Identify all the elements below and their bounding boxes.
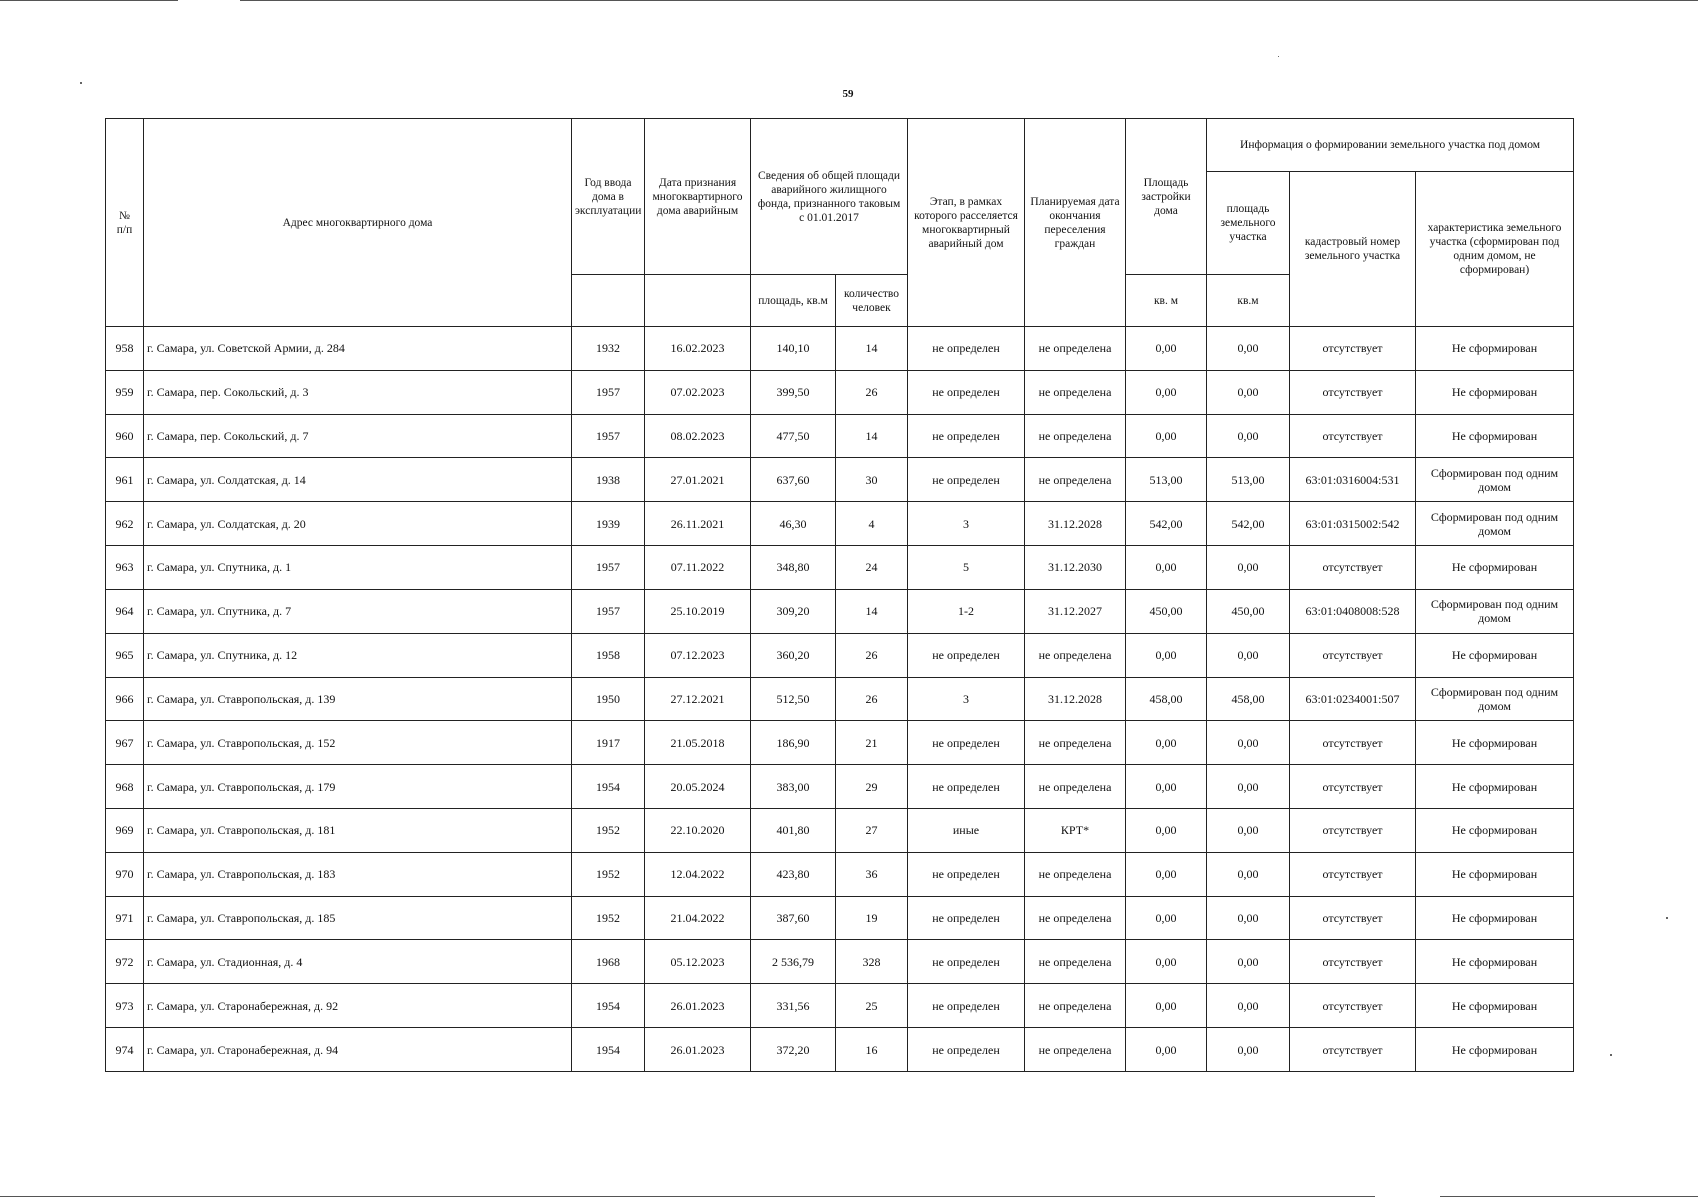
- row-land-area: 0,00: [1207, 984, 1290, 1028]
- row-recognition-date: 26.01.2023: [645, 984, 751, 1028]
- row-year: 1952: [572, 852, 645, 896]
- row-number: 966: [106, 677, 144, 721]
- row-people: 30: [836, 458, 908, 502]
- scan-speck: [1278, 56, 1279, 57]
- row-land-area: 0,00: [1207, 721, 1290, 765]
- row-building-area: 0,00: [1126, 546, 1207, 590]
- row-stage: не определен: [908, 896, 1025, 940]
- row-number: 969: [106, 808, 144, 852]
- row-area: 512,50: [751, 677, 836, 721]
- header-year-empty: [572, 275, 645, 327]
- row-stage: 3: [908, 502, 1025, 546]
- row-recognition-date: 21.04.2022: [645, 896, 751, 940]
- table-row: [106, 852, 1574, 896]
- table-row: [106, 721, 1574, 765]
- row-address: г. Самара, ул. Ставропольская, д. 179: [144, 765, 572, 809]
- row-people: 4: [836, 502, 908, 546]
- row-area: 399,50: [751, 370, 836, 414]
- row-year: 1939: [572, 502, 645, 546]
- row-year: 1968: [572, 940, 645, 984]
- row-area: 387,60: [751, 896, 836, 940]
- row-address: г. Самара, ул. Солдатская, д. 14: [144, 458, 572, 502]
- scan-bottom-line-right: [1440, 1196, 1698, 1197]
- row-number: 959: [106, 370, 144, 414]
- row-land-area: 0,00: [1207, 633, 1290, 677]
- row-area: 360,20: [751, 633, 836, 677]
- row-number: 961: [106, 458, 144, 502]
- row-cadastral: отсутствует: [1290, 984, 1416, 1028]
- row-address: г. Самара, ул. Старонабережная, д. 92: [144, 984, 572, 1028]
- row-land-characteristic: Не сформирован: [1416, 940, 1574, 984]
- row-recognition-date: 12.04.2022: [645, 852, 751, 896]
- row-number: 971: [106, 896, 144, 940]
- table-row: [106, 502, 1574, 546]
- header-address: Адрес многоквартирного дома: [144, 119, 572, 327]
- row-number: 958: [106, 327, 144, 371]
- row-address: г. Самара, ул. Ставропольская, д. 185: [144, 896, 572, 940]
- row-land-area: 0,00: [1207, 370, 1290, 414]
- row-planned-date: не определена: [1025, 940, 1126, 984]
- row-recognition-date: 20.05.2024: [645, 765, 751, 809]
- page-number: 59: [842, 88, 854, 100]
- row-area: 477,50: [751, 414, 836, 458]
- row-number: 972: [106, 940, 144, 984]
- row-stage: не определен: [908, 984, 1025, 1028]
- row-land-characteristic: Не сформирован: [1416, 546, 1574, 590]
- row-planned-date: не определена: [1025, 765, 1126, 809]
- row-number: 964: [106, 589, 144, 633]
- row-land-characteristic: Не сформирован: [1416, 765, 1574, 809]
- header-land-characteristic: характеристика земельного участка (сформирован под одним домом, не сформирован): [1416, 172, 1574, 327]
- row-planned-date: не определена: [1025, 633, 1126, 677]
- row-cadastral: отсутствует: [1290, 370, 1416, 414]
- header-planned-date: Планируемая дата окончания переселения граждан: [1025, 119, 1126, 327]
- row-planned-date: не определена: [1025, 896, 1126, 940]
- row-land-characteristic: Сформирован под одним домом: [1416, 589, 1574, 633]
- table-row: [106, 896, 1574, 940]
- row-address: г. Самара, ул. Спутника, д. 1: [144, 546, 572, 590]
- row-number: 965: [106, 633, 144, 677]
- row-area: 372,20: [751, 1028, 836, 1072]
- row-cadastral: 63:01:0408008:528: [1290, 589, 1416, 633]
- row-cadastral: отсутствует: [1290, 1028, 1416, 1072]
- table-body: [106, 327, 1574, 1072]
- row-recognition-date: 16.02.2023: [645, 327, 751, 371]
- row-land-characteristic: Не сформирован: [1416, 721, 1574, 765]
- scan-top-line-left: [0, 0, 178, 1]
- row-area: 331,56: [751, 984, 836, 1028]
- row-planned-date: не определена: [1025, 984, 1126, 1028]
- row-planned-date: не определена: [1025, 327, 1126, 371]
- row-people: 21: [836, 721, 908, 765]
- table-row: [106, 546, 1574, 590]
- row-stage: 5: [908, 546, 1025, 590]
- row-area: 309,20: [751, 589, 836, 633]
- row-land-area: 0,00: [1207, 327, 1290, 371]
- row-land-characteristic: Не сформирован: [1416, 896, 1574, 940]
- row-people: 29: [836, 765, 908, 809]
- row-year: 1952: [572, 896, 645, 940]
- row-recognition-date: 07.02.2023: [645, 370, 751, 414]
- row-people: 14: [836, 589, 908, 633]
- row-planned-date: 31.12.2028: [1025, 502, 1126, 546]
- row-building-area: 0,00: [1126, 765, 1207, 809]
- row-land-characteristic: Сформирован под одним домом: [1416, 502, 1574, 546]
- row-land-area: 0,00: [1207, 940, 1290, 984]
- row-recognition-date: 07.12.2023: [645, 633, 751, 677]
- row-address: г. Самара, ул. Спутника, д. 12: [144, 633, 572, 677]
- row-address: г. Самара, ул. Солдатская, д. 20: [144, 502, 572, 546]
- row-building-area: 0,00: [1126, 984, 1207, 1028]
- row-people: 26: [836, 370, 908, 414]
- row-cadastral: отсутствует: [1290, 327, 1416, 371]
- header-land-area: площадь земельного участка: [1207, 172, 1290, 275]
- row-cadastral: 63:01:0316004:531: [1290, 458, 1416, 502]
- row-cadastral: отсутствует: [1290, 940, 1416, 984]
- row-people: 26: [836, 633, 908, 677]
- row-land-characteristic: Не сформирован: [1416, 852, 1574, 896]
- row-area: 186,90: [751, 721, 836, 765]
- row-number: 962: [106, 502, 144, 546]
- row-building-area: 0,00: [1126, 414, 1207, 458]
- table-row: [106, 984, 1574, 1028]
- row-cadastral: отсутствует: [1290, 852, 1416, 896]
- row-number: 967: [106, 721, 144, 765]
- row-people: 16: [836, 1028, 908, 1072]
- row-cadastral: 63:01:0315002:542: [1290, 502, 1416, 546]
- row-building-area: 0,00: [1126, 896, 1207, 940]
- row-people: 328: [836, 940, 908, 984]
- row-land-characteristic: Сформирован под одним домом: [1416, 458, 1574, 502]
- row-building-area: 450,00: [1126, 589, 1207, 633]
- scan-speck: [1610, 1054, 1612, 1056]
- row-stage: не определен: [908, 852, 1025, 896]
- row-recognition-date: 27.12.2021: [645, 677, 751, 721]
- row-planned-date: не определена: [1025, 721, 1126, 765]
- header-stage: Этап, в рамках которого расселяется многоквартирный аварийный дом: [908, 119, 1025, 327]
- row-stage: иные: [908, 808, 1025, 852]
- row-planned-date: КРТ*: [1025, 808, 1126, 852]
- row-address: г. Самара, ул. Старонабережная, д. 94: [144, 1028, 572, 1072]
- row-year: 1954: [572, 1028, 645, 1072]
- row-building-area: 0,00: [1126, 852, 1207, 896]
- row-year: 1957: [572, 546, 645, 590]
- row-planned-date: 31.12.2028: [1025, 677, 1126, 721]
- row-area: 383,00: [751, 765, 836, 809]
- header-building-area-unit: кв. м: [1126, 275, 1207, 327]
- row-year: 1950: [572, 677, 645, 721]
- header-building-area: Площадь застройки дома: [1126, 119, 1207, 275]
- row-recognition-date: 26.11.2021: [645, 502, 751, 546]
- scan-speck: [80, 82, 82, 84]
- row-address: г. Самара, ул. Ставропольская, д. 183: [144, 852, 572, 896]
- row-year: 1938: [572, 458, 645, 502]
- row-land-area: 0,00: [1207, 546, 1290, 590]
- table-row: [106, 677, 1574, 721]
- row-building-area: 0,00: [1126, 327, 1207, 371]
- table-row: [106, 458, 1574, 502]
- row-stage: 1-2: [908, 589, 1025, 633]
- row-land-area: 0,00: [1207, 765, 1290, 809]
- row-building-area: 0,00: [1126, 633, 1207, 677]
- table-row: [106, 765, 1574, 809]
- row-building-area: 0,00: [1126, 808, 1207, 852]
- row-stage: не определен: [908, 327, 1025, 371]
- row-number: 960: [106, 414, 144, 458]
- header-recognition-date: Дата признания многоквартирного дома аварийным: [645, 119, 751, 275]
- table-row: [106, 414, 1574, 458]
- row-building-area: 513,00: [1126, 458, 1207, 502]
- header-year: Год ввода дома в эксплуатации: [572, 119, 645, 275]
- row-number: 973: [106, 984, 144, 1028]
- table-row: [106, 589, 1574, 633]
- row-land-area: 542,00: [1207, 502, 1290, 546]
- table-row: [106, 1028, 1574, 1072]
- row-address: г. Самара, ул. Ставропольская, д. 152: [144, 721, 572, 765]
- row-stage: не определен: [908, 370, 1025, 414]
- row-area: 2 536,79: [751, 940, 836, 984]
- table-row: [106, 808, 1574, 852]
- row-people: 36: [836, 852, 908, 896]
- row-recognition-date: 25.10.2019: [645, 589, 751, 633]
- row-recognition-date: 21.05.2018: [645, 721, 751, 765]
- row-stage: не определен: [908, 458, 1025, 502]
- row-cadastral: отсутствует: [1290, 896, 1416, 940]
- row-address: г. Самара, ул. Ставропольская, д. 139: [144, 677, 572, 721]
- row-area: 401,80: [751, 808, 836, 852]
- row-land-area: 450,00: [1207, 589, 1290, 633]
- row-land-characteristic: Не сформирован: [1416, 984, 1574, 1028]
- row-address: г. Самара, ул. Советской Армии, д. 284: [144, 327, 572, 371]
- row-building-area: 0,00: [1126, 721, 1207, 765]
- row-building-area: 0,00: [1126, 370, 1207, 414]
- header-cadastral: кадастровый номер земельного участка: [1290, 172, 1416, 327]
- table-row: [106, 633, 1574, 677]
- row-recognition-date: 05.12.2023: [645, 940, 751, 984]
- row-people: 24: [836, 546, 908, 590]
- row-cadastral: отсутствует: [1290, 633, 1416, 677]
- row-building-area: 0,00: [1126, 940, 1207, 984]
- row-planned-date: не определена: [1025, 1028, 1126, 1072]
- row-recognition-date: 08.02.2023: [645, 414, 751, 458]
- row-recognition-date: 07.11.2022: [645, 546, 751, 590]
- scan-bottom-line-left: [0, 1196, 1375, 1197]
- row-cadastral: отсутствует: [1290, 765, 1416, 809]
- table-row: [106, 370, 1574, 414]
- row-land-characteristic: Не сформирован: [1416, 633, 1574, 677]
- row-number: 968: [106, 765, 144, 809]
- row-building-area: 0,00: [1126, 1028, 1207, 1072]
- header-date-empty: [645, 275, 751, 327]
- row-area: 423,80: [751, 852, 836, 896]
- row-people: 14: [836, 327, 908, 371]
- row-area: 637,60: [751, 458, 836, 502]
- row-number: 963: [106, 546, 144, 590]
- row-land-characteristic: Не сформирован: [1416, 808, 1574, 852]
- header-number: № п/п: [106, 119, 144, 327]
- row-year: 1958: [572, 633, 645, 677]
- row-people: 27: [836, 808, 908, 852]
- row-year: 1917: [572, 721, 645, 765]
- row-address: г. Самара, ул. Ставропольская, д. 181: [144, 808, 572, 852]
- row-people: 26: [836, 677, 908, 721]
- row-area: 46,30: [751, 502, 836, 546]
- row-land-characteristic: Не сформирован: [1416, 327, 1574, 371]
- row-address: г. Самара, пер. Сокольский, д. 3: [144, 370, 572, 414]
- row-stage: 3: [908, 677, 1025, 721]
- row-recognition-date: 22.10.2020: [645, 808, 751, 852]
- row-planned-date: 31.12.2030: [1025, 546, 1126, 590]
- row-land-area: 0,00: [1207, 414, 1290, 458]
- row-planned-date: 31.12.2027: [1025, 589, 1126, 633]
- row-year: 1954: [572, 984, 645, 1028]
- row-planned-date: не определена: [1025, 370, 1126, 414]
- row-building-area: 542,00: [1126, 502, 1207, 546]
- row-address: г. Самара, ул. Стадионная, д. 4: [144, 940, 572, 984]
- row-address: г. Самара, пер. Сокольский, д. 7: [144, 414, 572, 458]
- row-stage: не определен: [908, 1028, 1025, 1072]
- row-year: 1957: [572, 370, 645, 414]
- row-stage: не определен: [908, 721, 1025, 765]
- row-number: 970: [106, 852, 144, 896]
- row-stage: не определен: [908, 765, 1025, 809]
- scan-speck: [1666, 917, 1668, 919]
- row-land-area: 513,00: [1207, 458, 1290, 502]
- row-stage: не определен: [908, 633, 1025, 677]
- row-recognition-date: 26.01.2023: [645, 1028, 751, 1072]
- row-planned-date: не определена: [1025, 414, 1126, 458]
- emergency-housing-table: [105, 118, 1574, 1072]
- row-year: 1954: [572, 765, 645, 809]
- row-people: 25: [836, 984, 908, 1028]
- row-stage: не определен: [908, 940, 1025, 984]
- row-planned-date: не определена: [1025, 458, 1126, 502]
- row-people: 19: [836, 896, 908, 940]
- row-land-area: 458,00: [1207, 677, 1290, 721]
- table-row: [106, 327, 1574, 371]
- row-cadastral: отсутствует: [1290, 546, 1416, 590]
- row-cadastral: отсутствует: [1290, 721, 1416, 765]
- row-building-area: 458,00: [1126, 677, 1207, 721]
- row-cadastral: отсутствует: [1290, 414, 1416, 458]
- row-year: 1957: [572, 589, 645, 633]
- row-area: 348,80: [751, 546, 836, 590]
- row-area: 140,10: [751, 327, 836, 371]
- row-land-area: 0,00: [1207, 852, 1290, 896]
- row-land-area: 0,00: [1207, 896, 1290, 940]
- header-area-group: Сведения об общей площади аварийного жилищного фонда, признанного таковым с 01.01.2017: [751, 119, 908, 275]
- row-year: 1952: [572, 808, 645, 852]
- scan-top-line-right: [240, 0, 1698, 1]
- row-year: 1932: [572, 327, 645, 371]
- row-land-area: 0,00: [1207, 1028, 1290, 1072]
- row-cadastral: 63:01:0234001:507: [1290, 677, 1416, 721]
- row-land-characteristic: Не сформирован: [1416, 414, 1574, 458]
- row-stage: не определен: [908, 414, 1025, 458]
- row-people: 14: [836, 414, 908, 458]
- row-land-characteristic: Сформирован под одним домом: [1416, 677, 1574, 721]
- row-land-characteristic: Не сформирован: [1416, 370, 1574, 414]
- header-area: площадь, кв.м: [751, 275, 836, 327]
- row-address: г. Самара, ул. Спутника, д. 7: [144, 589, 572, 633]
- row-planned-date: не определена: [1025, 852, 1126, 896]
- row-number: 974: [106, 1028, 144, 1072]
- row-land-area: 0,00: [1207, 808, 1290, 852]
- header-people: количество человек: [836, 275, 908, 327]
- row-year: 1957: [572, 414, 645, 458]
- row-recognition-date: 27.01.2021: [645, 458, 751, 502]
- header-land-area-unit: кв.м: [1207, 275, 1290, 327]
- row-land-characteristic: Не сформирован: [1416, 1028, 1574, 1072]
- header-land-group: Информация о формировании земельного участка под домом: [1207, 119, 1574, 172]
- table-row: [106, 940, 1574, 984]
- row-cadastral: отсутствует: [1290, 808, 1416, 852]
